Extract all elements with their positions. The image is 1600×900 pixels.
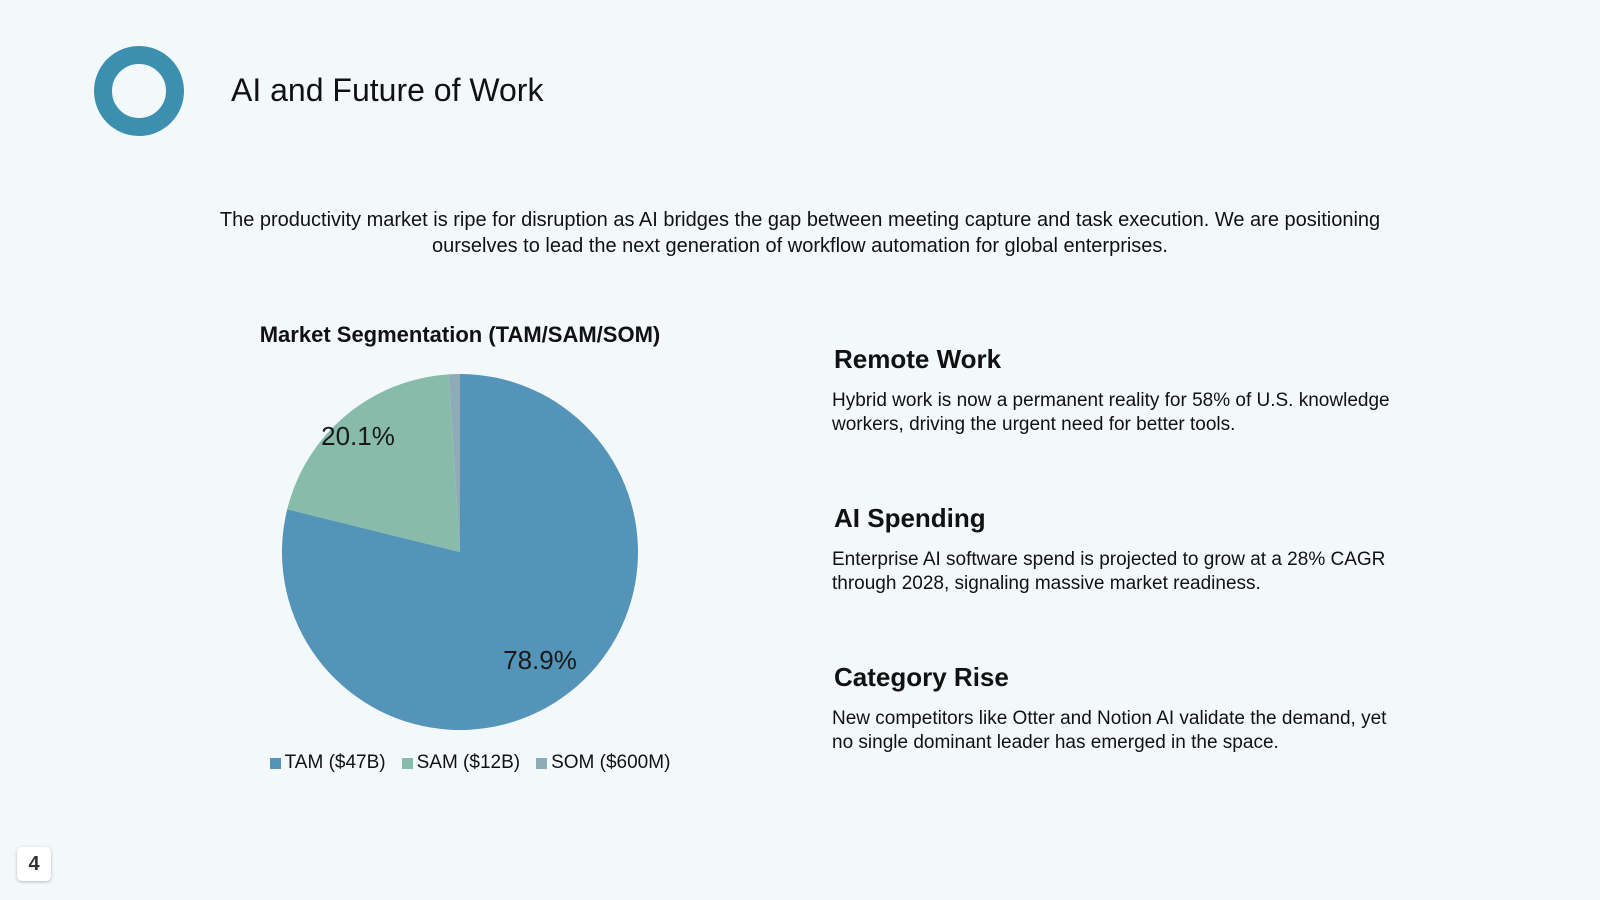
intro-paragraph: The productivity market is ripe for disruption as AI bridges the gap between meeting capture and task execution. We are positioning ourselves to lead the next generation of workflow automation for global enterprises. bbox=[219, 209, 1381, 257]
legend-swatch bbox=[270, 758, 281, 769]
chart-title: Market Segmentation (TAM/SAM/SOM) bbox=[259, 322, 661, 347]
point-remote-work bbox=[832, 344, 1392, 437]
pie-chart bbox=[270, 362, 650, 742]
ring-logo-icon bbox=[94, 46, 184, 136]
page-number-badge: 4 bbox=[17, 847, 51, 881]
point-text: Enterprise AI software spend is projected to grow at a 28% CAGR through 2028, signaling massive market readiness. bbox=[832, 549, 1386, 594]
pie-chart-svg bbox=[270, 362, 650, 742]
point-category-rise bbox=[832, 662, 1392, 755]
point-text: New competitors like Otter and Notion AI validate the demand, yet no single dominant leader has emerged in the space. bbox=[832, 708, 1387, 753]
pie-data-label-tam: 78.9% bbox=[503, 644, 577, 675]
chart-legend bbox=[210, 752, 730, 774]
legend-item-sam bbox=[402, 752, 520, 774]
slide-title: AI and Future of Work bbox=[231, 72, 544, 108]
legend-swatch bbox=[536, 758, 547, 769]
point-title: Remote Work bbox=[834, 344, 1002, 374]
legend-item-tam bbox=[270, 752, 386, 774]
point-title: AI Spending bbox=[834, 503, 986, 533]
point-text: Hybrid work is now a permanent reality for 58% of U.S. knowledge workers, driving the urgent need for better tools. bbox=[832, 390, 1390, 435]
pie-data-label-sam: 20.1% bbox=[321, 420, 395, 451]
legend-label: SAM ($12B) bbox=[416, 752, 521, 773]
legend-item-som bbox=[536, 752, 670, 774]
legend-label: TAM ($47B) bbox=[284, 752, 386, 773]
point-ai-spending bbox=[832, 503, 1392, 596]
legend-label: SOM ($600M) bbox=[551, 752, 671, 773]
point-title: Category Rise bbox=[834, 662, 1009, 692]
legend-swatch bbox=[402, 758, 413, 769]
